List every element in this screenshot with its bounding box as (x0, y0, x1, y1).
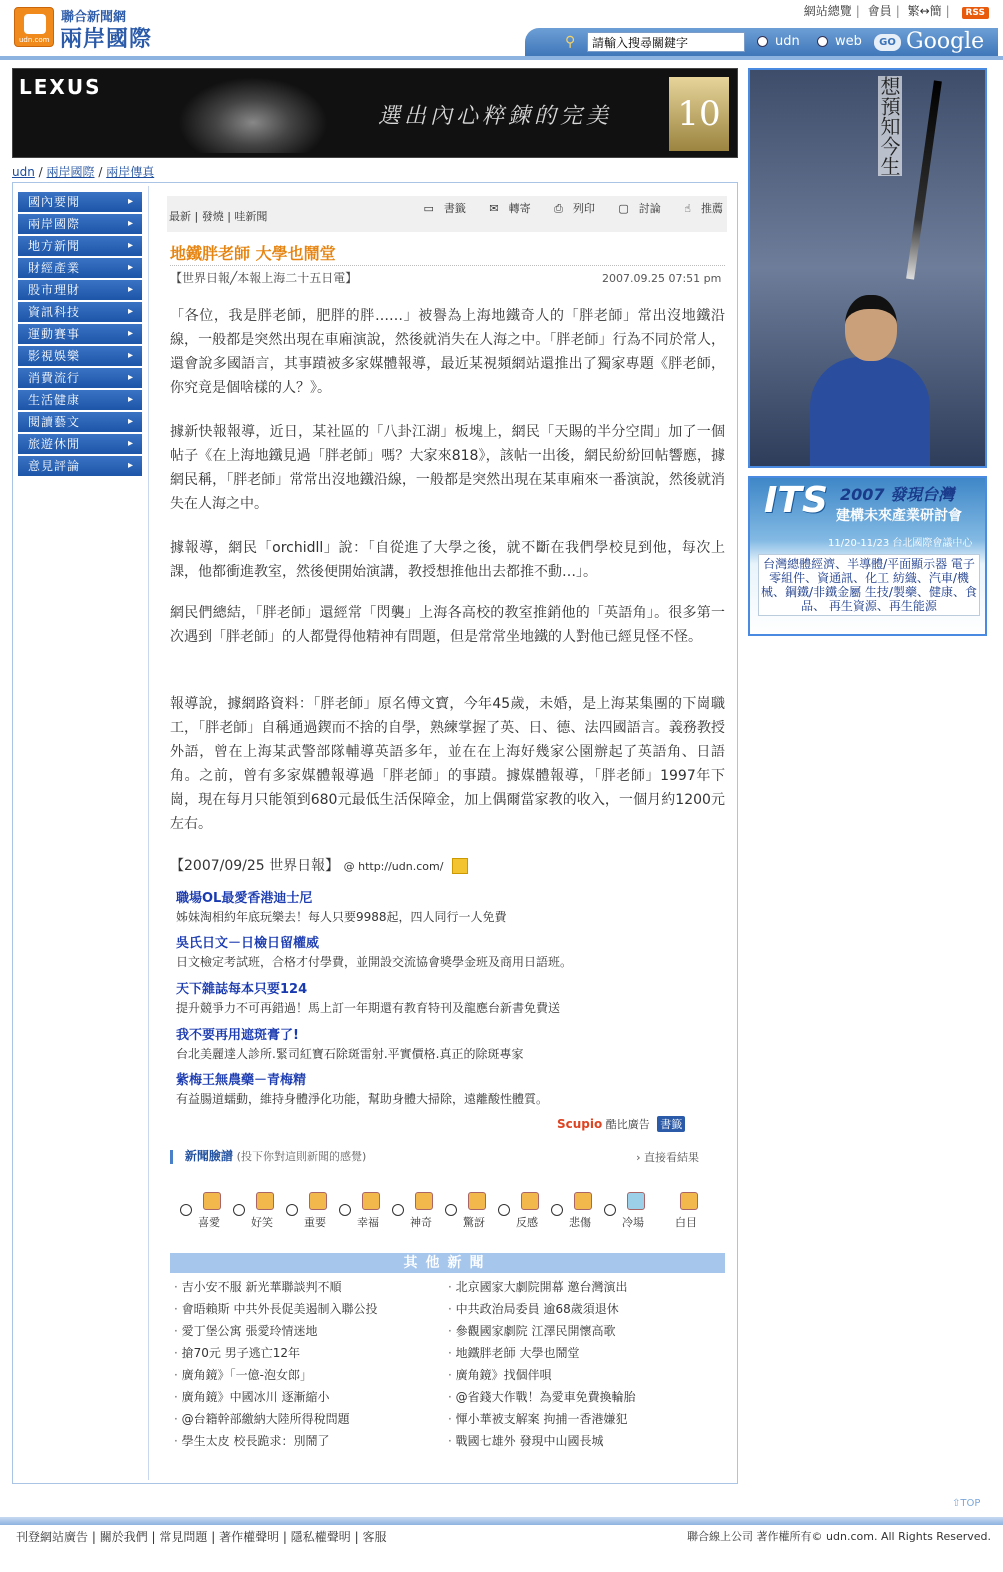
scupio-ad-badge[interactable] (557, 1116, 685, 1132)
scupio-label: 酷比廣告 (605, 1118, 650, 1131)
thumbs-up-icon: ☝ (684, 202, 691, 215)
article-source: 【世界日報╱本報上海二十五日電】 (170, 271, 358, 285)
mood-radio[interactable] (180, 1204, 192, 1216)
bookmark-button[interactable]: ▭ 書籤 (423, 202, 466, 215)
ad1-vertical-text: 想預知今生 (877, 76, 901, 176)
surprised-face-icon (468, 1192, 486, 1210)
mood-option-surprised[interactable]: 驚訝 (445, 1192, 495, 1232)
recommend-button[interactable]: ☝ 推薦 (684, 202, 723, 215)
scupio-logo: Scupio (557, 1117, 603, 1131)
mood-radio[interactable] (498, 1204, 510, 1216)
sponsored-title[interactable]: 我不要再用遮斑膏了! (176, 1028, 299, 1043)
mood-radio[interactable] (445, 1204, 457, 1216)
site-map-link[interactable]: 網站總覽 (803, 4, 852, 18)
other-news-link[interactable]: · 北京國家大劇院開幕 邀台灣演出 (448, 1278, 627, 1296)
important-face-icon (309, 1192, 327, 1210)
other-news-link[interactable]: · @省錢大作戰！為愛車免費換輪胎 (448, 1388, 636, 1406)
header-divider (0, 56, 1003, 60)
nav-item-finance[interactable]: 財經產業 ▸ (18, 258, 142, 278)
other-news-link[interactable]: · 愛丁堡公寓 張愛玲情迷地 (174, 1322, 317, 1340)
mood-option-important[interactable]: 重要 (286, 1192, 336, 1232)
other-news-link[interactable]: · 戰國七雄外 發現中山國長城 (448, 1432, 603, 1450)
nav-item-stocks[interactable]: 股市理財 ▸ (18, 280, 142, 300)
awkward-face-icon (627, 1192, 645, 1210)
person-image (810, 295, 930, 468)
title-divider (170, 265, 725, 266)
other-news-link[interactable]: · 參觀國家劇院 江澤民開懷高歌 (448, 1322, 615, 1340)
car-image (178, 77, 328, 153)
nav-item-travel[interactable]: 旅遊休閒 ▸ (18, 434, 142, 454)
section-bar (170, 1150, 173, 1164)
breadcrumb-udn[interactable]: udn (12, 165, 35, 179)
mood-radio[interactable] (551, 1204, 563, 1216)
anniversary-badge: 10 (669, 77, 729, 151)
mood-title: 新聞臉譜 (184, 1149, 233, 1163)
signature-url[interactable]: @ http://udn.com/ (343, 860, 444, 873)
other-news-link[interactable]: · 廣角鏡》「一億-泡女郎」 (174, 1366, 312, 1384)
sponsored-desc: 有益腸道蠕動，維持身體淨化功能，幫助身體大掃除，遠離酸性體質。 (176, 1092, 549, 1106)
udn-logo-icon: udn.com (14, 7, 54, 47)
nav-item-sports[interactable]: 運動賽事 ▸ (18, 324, 142, 344)
toolbar-tabs[interactable]: 最新 | 發燒 | 哇新聞 (169, 210, 268, 223)
footer-divider (0, 1517, 1003, 1525)
scupio-bookmark[interactable]: 書籤 (657, 1116, 685, 1132)
bookmark-icon: ▭ (423, 202, 434, 215)
footer-advertise-link[interactable]: 刊登網站廣告 (16, 1530, 89, 1544)
other-news-link[interactable]: · 中共政治局委員 逾68歲須退休 (448, 1300, 619, 1318)
sponsored-desc: 日文檢定考試班，合格才付學費，並開設交流協會獎學金班及商用日語班。 (176, 955, 573, 969)
print-button[interactable]: ⎙ 列印 (554, 202, 595, 215)
mood-radio[interactable] (339, 1204, 351, 1216)
other-news-link[interactable]: · 惲小華被支解案 拘捕一香港嫌犯 (448, 1410, 627, 1428)
mood-option-funny[interactable]: 好笑 (233, 1192, 283, 1232)
breadcrumb-crossstrait[interactable]: 兩岸國際 (46, 165, 95, 179)
ad2-title: 2007 發現台灣 (840, 485, 955, 504)
other-news-link[interactable]: · 會晤賴斯 中共外長促美遏制入聯公投 (174, 1300, 377, 1318)
nav-item-lifestyle[interactable]: 消費流行 ▸ (18, 368, 142, 388)
sponsored-link (176, 890, 716, 926)
disgust-face-icon (521, 1192, 539, 1210)
mood-option-awkward[interactable]: 冷場 (604, 1192, 654, 1232)
article-paragraph: 據報導，網民「orchidll」說：「自從進了大學之後，就不斷在我們學校見到他，每次上課，他都衝進教室，然後便開始演講，教授想推他出去都推不動…」。 (170, 540, 725, 580)
search-bar (525, 28, 998, 58)
banner-slogan: 選出內心粹鍊的完美 (378, 104, 613, 129)
logo-section-name: 兩岸國際 (60, 27, 153, 52)
sponsored-title[interactable]: 紫梅王無農藥－青梅精 (176, 1073, 307, 1088)
logo-site-name: 聯合新聞網 (61, 10, 127, 25)
other-news-link[interactable]: · @台籍幹部繳納大陸所得稅問題 (174, 1410, 350, 1428)
speech-bubble-icon: ▢ (618, 202, 629, 215)
article-paragraph: 據新快報報導，近日，某社區的「八卦江湖」板塊上，網民「天賜的半分空間」加了一個帖子《在上海地鐵見過「胖老師」嗎？大家來818》，該帖一出後，網民紛紛回帖響應，據網民稱，「胖老師」常常出沒地鐵沿線，一般都是突然出現在某車廂來一番演說，然後就消失在人海之中。 (170, 424, 725, 512)
article-toolbar (167, 196, 727, 232)
forward-button[interactable]: ✉ 轉寄 (489, 202, 531, 215)
sponsored-title[interactable]: 吳氏日文－日檢日留權威 (176, 936, 320, 951)
sponsored-desc: 台北美麗達人診所.緊司紅寶石除斑雷射.平實價格.真正的除斑專家 (176, 1047, 524, 1061)
other-news-link[interactable]: · 地鐵胖老師 大學也鬧堂 (448, 1344, 579, 1362)
sad-face-icon (574, 1192, 592, 1210)
member-link[interactable]: 會員 (867, 4, 892, 18)
ad2-body: 台灣總體經濟、半導體/平面顯示器 電子零組件、資通訊、化工 紡織、汽車/機械、鋼鐵/非鐵金屬 生技/製藥、健康、食品、 再生資源、再生能源 (758, 554, 980, 616)
left-nav (18, 192, 142, 478)
view-results-link[interactable]: › 直接看結果 (636, 1151, 699, 1164)
printer-icon: ⎙ (554, 202, 563, 215)
footer-about-link[interactable]: 關於我們 (99, 1530, 148, 1544)
news-mood-header (170, 1147, 725, 1169)
ad2-date: 11/20-11/23 台北國際會議中心 (828, 538, 973, 549)
sponsored-link (176, 981, 716, 1017)
sponsored-link (176, 1027, 716, 1063)
mood-radio[interactable] (233, 1204, 245, 1216)
arrow-up-icon: ⇧ (952, 1498, 961, 1509)
happy-face-icon (362, 1192, 380, 1210)
mood-option-happy[interactable]: 幸福 (339, 1192, 389, 1232)
mood-option-love[interactable]: 喜愛 (180, 1192, 230, 1232)
discuss-button[interactable]: ▢ 討論 (618, 202, 661, 215)
back-to-top-link[interactable]: ⇧TOP (952, 1498, 981, 1509)
other-news-link[interactable]: · 搶70元 男子逃亡12年 (174, 1344, 300, 1362)
radio-web-label: web (835, 34, 862, 49)
trad-simp-link[interactable]: 繁↔簡 (907, 4, 942, 18)
sponsored-title[interactable]: 天下雜誌每本只要124 (176, 982, 308, 997)
lexus-banner-ad[interactable] (12, 68, 738, 158)
search-icon: ⚲ (565, 34, 576, 50)
breadcrumb-fax[interactable]: 兩岸傳真 (106, 165, 155, 179)
nav-item-crossstrait[interactable]: 兩岸國際 ▸ (18, 214, 142, 234)
other-news-link[interactable]: · 廣角鏡》中國冰川 逐漸縮小 (174, 1388, 329, 1406)
nav-divider (148, 186, 149, 1480)
footer-support-link[interactable]: 客服 (362, 1530, 387, 1544)
article-paragraph: 「各位，我是胖老師，肥胖的胖……」被譽為上海地鐵奇人的「胖老師」常出沒地鐵沿線，一般都是突然出現在車廂演說，然後就消失在人海之中。「胖老師」行為不同於常人，還會說多國語言，其事蹟被多家媒體報導，最近某視頻網站還推出了獨家專題《胖老師，你究竟是個啥樣的人？》。 (170, 308, 725, 396)
udn-mini-logo-icon (452, 858, 468, 874)
sponsored-link (176, 1072, 716, 1108)
nav-item-tech[interactable]: 資訊科技 ▸ (18, 302, 142, 322)
breadcrumb: udn / 兩岸國際 / 兩岸傳真 (12, 165, 155, 179)
google-logo: Google (906, 29, 985, 54)
calligraphy-brush-image (906, 80, 942, 279)
article-paragraph: 報導說，據網路資料：「胖老師」原名傅文寶，今年45歲，未婚，是上海某集團的下崗職工，「胖老師」自稱通過鍥而不捨的自學，熟練掌握了英、日、德、法四國語言。義務教授外語，曾在上海某武警部隊輔導英語多年，並在在上海好幾家公園辦起了英語角、日語角。之前，曾有多家媒體報導過「胖老師」的事蹟。據媒體報導，「胖老師」1997年下崗，現在每月只能領到680元最低生活保障金，加上偶爾當家教的收入，一個月約1200元左右。 (170, 696, 725, 832)
mood-radio[interactable] (604, 1204, 616, 1216)
right-ad-1[interactable] (748, 68, 987, 468)
sponsored-title[interactable]: 職場OL最愛香港迪士尼 (176, 891, 313, 906)
article-datetime: 2007.09.25 07:51 pm (602, 272, 722, 285)
right-ad-2[interactable] (748, 476, 987, 636)
radio-udn-label: udn (775, 34, 800, 49)
mood-subtitle: (投下你對這則新聞的感覺) (236, 1150, 367, 1163)
love-face-icon (203, 1192, 221, 1210)
go-button[interactable]: GO (874, 34, 901, 51)
nav-item-local[interactable]: 地方新聞 ▸ (18, 236, 142, 256)
mood-option-clueless[interactable]: 白目 (657, 1192, 707, 1232)
nav-item-entertainment[interactable]: 影視娛樂 ▸ (18, 346, 142, 366)
article-paragraph: 網民們總結，「胖老師」還經常「閃襲」上海各高校的教室推銷他的「英語角」。很多第一次遇到「胖老師」的人都覺得他精神有問題，但是常常坐地鐵的人對他已經見怪不怪。 (170, 605, 725, 645)
nav-item-reading[interactable]: 閱讀藝文 ▸ (18, 412, 142, 432)
footer-faq-link[interactable]: 常見問題 (159, 1530, 208, 1544)
mood-radio[interactable] (286, 1204, 298, 1216)
clueless-face-icon (680, 1192, 698, 1210)
mail-icon: ✉ (489, 202, 499, 215)
amazed-face-icon (415, 1192, 433, 1210)
mood-option-sad[interactable]: 悲傷 (551, 1192, 601, 1232)
footer-copyright-link[interactable]: 著作權聲明 (219, 1530, 280, 1544)
radio-udn[interactable] (757, 36, 768, 47)
footer-copyright: 聯合線上公司 著作權所有© udn.com. All Rights Reserved. (687, 1530, 991, 1543)
nav-item-opinion[interactable]: 意見評論 ▸ (18, 456, 142, 476)
sponsored-desc: 提升競爭力不可再錯過！馬上訂一年期還有教育特刊及龍應台新書免費送 (176, 1001, 561, 1015)
mood-radio[interactable] (392, 1204, 404, 1216)
site-logo[interactable] (14, 4, 194, 50)
mood-option-amazing[interactable]: 神奇 (392, 1192, 442, 1232)
sponsored-link (176, 935, 716, 971)
signature-text: 【2007/09/25 世界日報】 (170, 858, 340, 874)
mood-option-disgusted[interactable]: 反感 (498, 1192, 548, 1232)
search-input[interactable] (587, 32, 745, 52)
article-signature (170, 855, 468, 875)
other-news-link[interactable]: · 學生太皮 校長跪求：別鬧了 (174, 1432, 329, 1450)
article-title: 地鐵胖老師 大學也鬧堂 (170, 244, 336, 263)
laugh-face-icon (256, 1192, 274, 1210)
footer-privacy-link[interactable]: 隱私權聲明 (290, 1530, 351, 1544)
radio-web[interactable] (817, 36, 828, 47)
other-news-link[interactable]: · 廣角鏡》找個伴唄 (448, 1366, 552, 1384)
other-news-header: 其他新聞 (170, 1253, 725, 1273)
rss-button[interactable]: RSS (962, 7, 990, 19)
footer-links: 刊登網站廣告 | 關於我們 | 常見問題 | 著作權聲明 | 隱私權聲明 | 客服 (16, 1530, 387, 1544)
nav-item-domestic[interactable]: 國內要聞 ▸ (18, 192, 142, 212)
other-news-link[interactable]: · 吉小安不服 新光華聯談判不順 (174, 1278, 341, 1296)
lexus-logo: LEXUS (19, 75, 102, 99)
mood-options (180, 1192, 720, 1232)
top-links: 網站總覽 | 會員 | 繁↔簡 | RSS (804, 2, 989, 19)
ad2-subtitle: 建構未來產業研討會 (836, 508, 962, 524)
ad2-its-logo: ITS (764, 480, 828, 521)
sponsored-desc: 姊妹淘相約年底玩樂去！每人只要9988起，四人同行一人免費 (176, 910, 507, 924)
nav-item-health[interactable]: 生活健康 ▸ (18, 390, 142, 410)
